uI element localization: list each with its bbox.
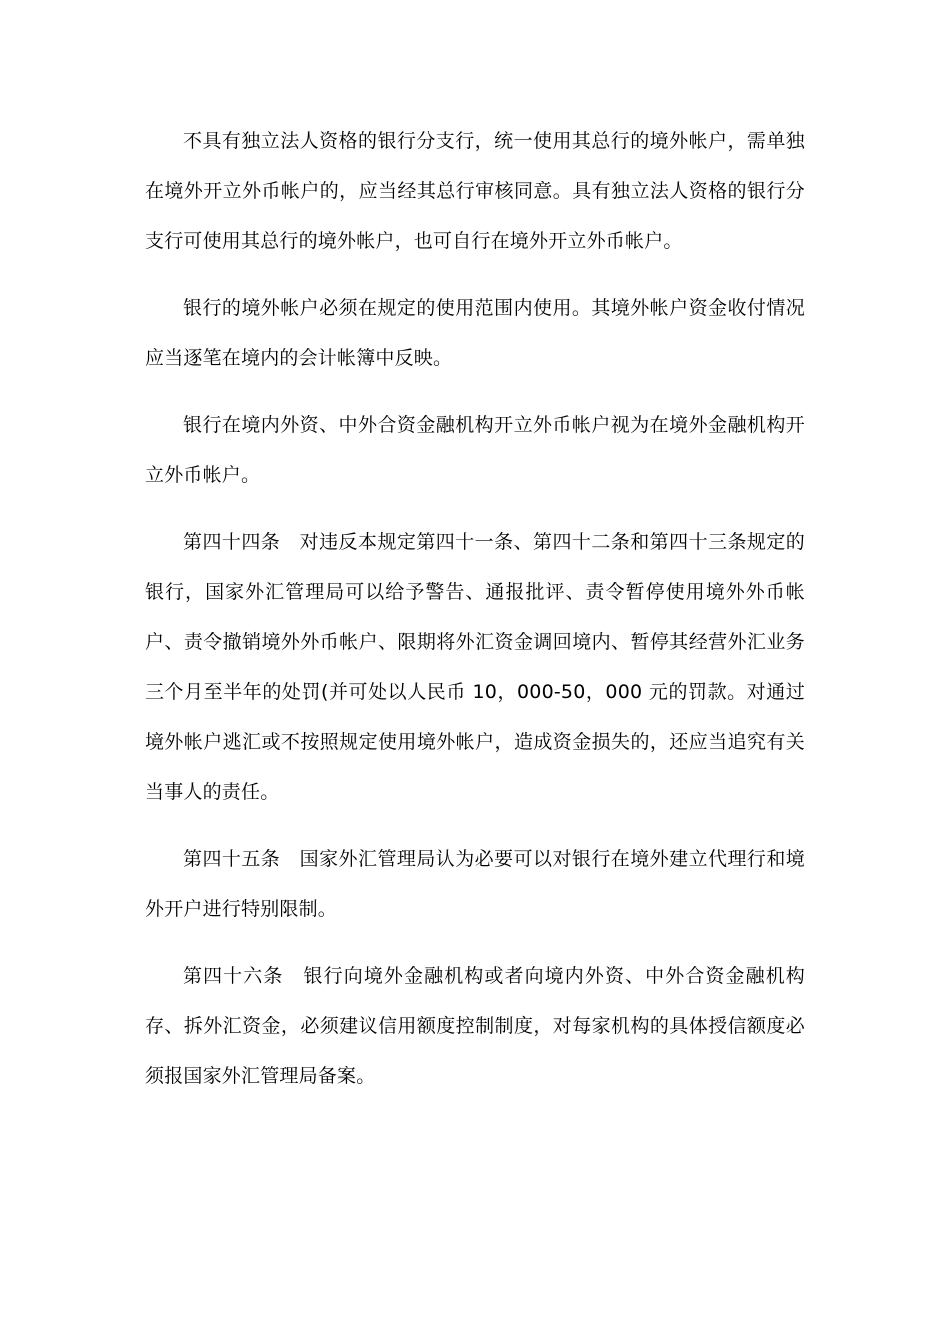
document-body (145, 116, 805, 1118)
paragraph-article-46: 第四十六条 银行向境外金融机构或者向境内外资、中外合资金融机构存、拆外汇资金，必须建议信用额度控制制度，对每家机构的具体授信额度必须报国家外汇管理局备案。 (145, 965, 805, 1087)
paragraph-article-45: 第四十五条 国家外汇管理局认为必要可以对银行在境外建立代理行和境外开户进行特别限制。 (145, 848, 805, 920)
paragraph-account-usage: 银行的境外帐户必须在规定的使用范围内使用。其境外帐户资金收付情况应当逐笔在境内的会计帐簿中反映。 (145, 297, 805, 369)
paragraph-article-44: 第四十四条 对违反本规定第四十一条、第四十二条和第四十三条规定的银行，国家外汇管理局可以给予警告、通报批评、责令暂停使用境外外币帐户、责令撤销境外外币帐户、限期将外汇资金调回境内、暂停其经营外汇业务三个月至半年的处罚(并可处以人民币 10，000-50，000 元的罚款。对通过境外帐户逃汇或不按照规定使用境外帐户，造成资金损失的，还应当追究有关当事人的责任。 (145, 531, 805, 803)
paragraph-branch-accounts: 不具有独立法人资格的银行分支行，统一使用其总行的境外帐户，需单独在境外开立外币帐户的，应当经其总行审核同意。具有独立法人资格的银行分支行可使用其总行的境外帐户，也可自行在境外开立外币帐户。 (145, 130, 805, 252)
paragraph-domestic-foreign-institutions: 银行在境内外资、中外合资金融机构开立外币帐户视为在境外金融机构开立外币帐户。 (145, 414, 805, 486)
